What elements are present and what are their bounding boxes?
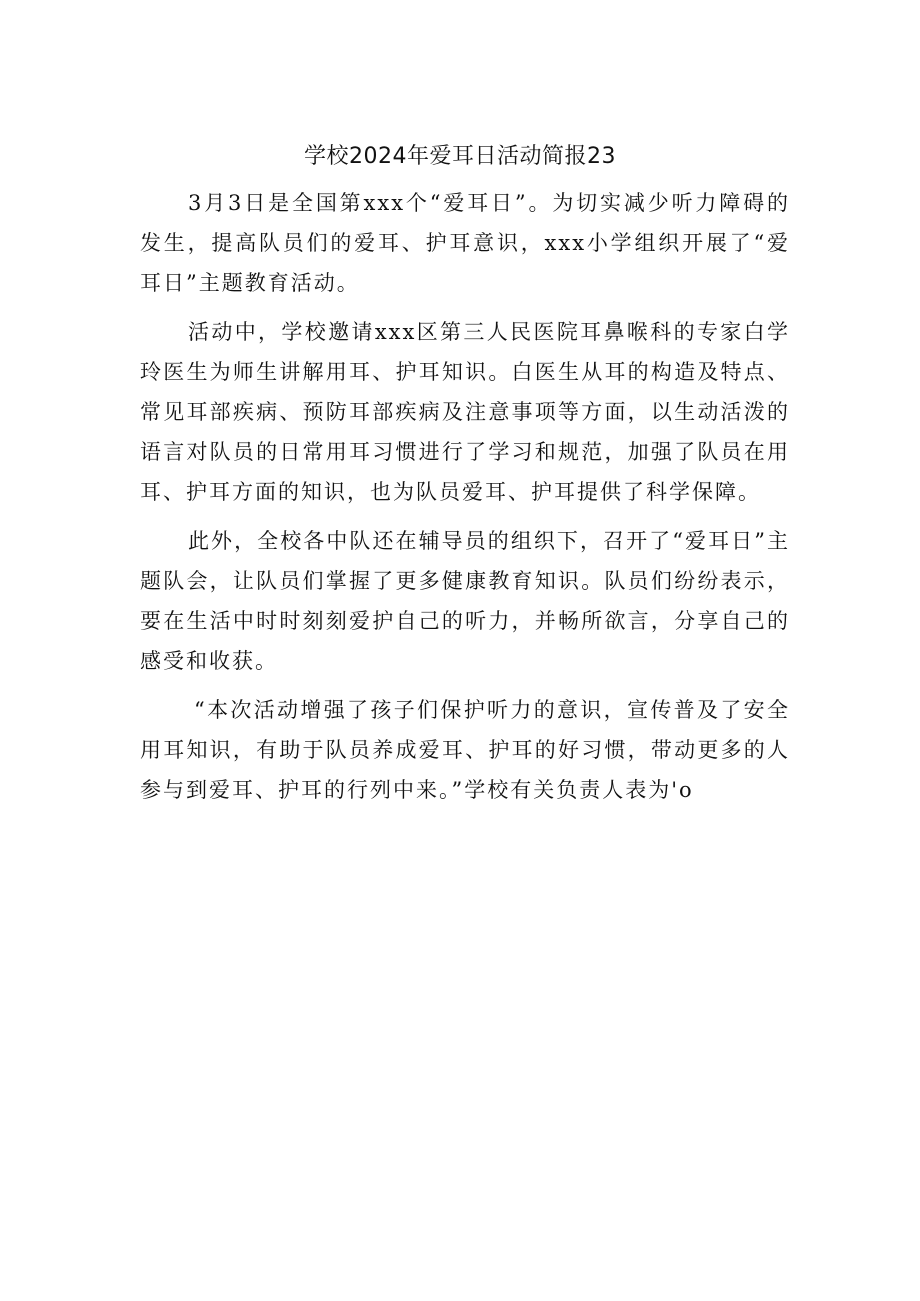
paragraph-3: 此外，全校各中队还在辅导员的组织下，召开了“爱耳日”主题队会，让队员们掌握了更多健康教育知识。队员们纷纷表示，要在生活中时时刻刻爱护自己的听力，并畅所欲言，分享自己的感受和收获。 — [140, 529, 790, 673]
paragraph-1: 3月3日是全国第xxx个“爱耳日”。为切实减少听力障碍的发生，提高队员们的爱耳、护耳意识，xxx小学组织开展了“爱耳日”主题教育活动。 — [140, 191, 790, 295]
paragraph-2: 活动中，学校邀请xxx区第三人民医院耳鼻喉科的专家白学玲医生为师生讲解用耳、护耳知识。白医生从耳的构造及特点、常见耳部疾病、预防耳部疾病及注意事项等方面，以生动活泼的语言对队员的日常用耳习惯进行了学习和规范，加强了队员在用耳、护耳方面的知识，也为队员爱耳、护耳提供了科学保障。 — [140, 320, 790, 504]
paragraph-4: “本次活动增强了孩子们保护听力的意识，宣传普及了安全用耳知识，有助于队员养成爱耳、护耳的好习惯，带动更多的人参与到爱耳、护耳的行列中来。”学校有关负责人表为'o — [140, 698, 790, 802]
document-title: 学校2024年爱耳日活动简报23 — [304, 144, 616, 169]
document-body — [140, 183, 790, 819]
